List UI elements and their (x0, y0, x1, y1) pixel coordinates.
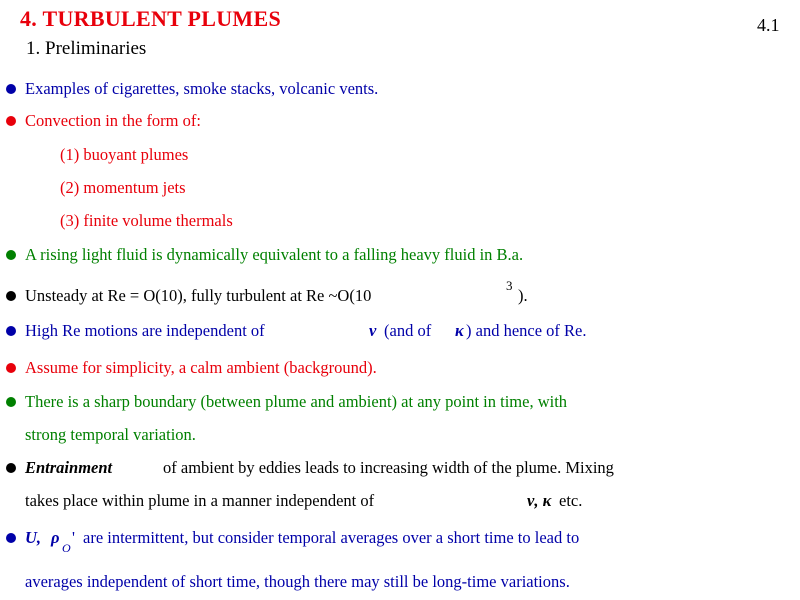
page-number: 4.1 (757, 15, 780, 35)
intermittent-line2: averages independent of short time, though there may still be long-time variations. (25, 572, 570, 591)
bullet-dot-icon (6, 116, 16, 126)
rho-symbol: ρ (51, 528, 60, 547)
slide-title: 4. TURBULENT PLUMES (20, 6, 281, 31)
rho-subscript: O (62, 541, 71, 555)
bullet-unsteady: Unsteady at Re = O(10), fully turbulent at Re ~O(10 (25, 286, 372, 305)
sharp-boundary-line2: strong temporal variation. (25, 425, 196, 444)
bullet-convection: Convection in the form of: (25, 111, 201, 130)
bullet-dot-icon (6, 463, 16, 473)
high-re-tail: ) and hence of Re. (466, 321, 587, 340)
entrainment-etc: etc. (559, 491, 583, 510)
bullet-dot-icon (6, 84, 16, 94)
kappa-symbol: κ (455, 321, 464, 340)
convection-item-jets: (2) momentum jets (60, 178, 186, 197)
nu-symbol: ν (369, 321, 377, 340)
exponent-3: 3 (506, 278, 513, 293)
entrainment-emphasis: Entrainment (25, 458, 113, 477)
bullet-examples: Examples of cigarettes, smoke stacks, volcanic vents. (25, 79, 379, 98)
rho-prime: ' (72, 528, 75, 547)
high-re-and-of: (and of (384, 321, 432, 340)
convection-item-plumes: (1) buoyant plumes (60, 145, 189, 164)
nu-kappa-symbols: ν, κ (527, 491, 552, 510)
bullet-dot-icon (6, 250, 16, 260)
bullet-high-re: High Re motions are independent of (25, 321, 265, 340)
entrainment-line2: takes place within plume in a manner independent of (25, 491, 375, 510)
bullet-dot-icon (6, 326, 16, 336)
bullet-entrainment: of ambient by eddies leads to increasing width of the plume. Mixing (163, 458, 614, 477)
section-subtitle: 1. Preliminaries (26, 38, 147, 59)
bullet-dot-icon (6, 397, 16, 407)
bullet-sharp-boundary: There is a sharp boundary (between plume and ambient) at any point in time, with (25, 392, 568, 411)
bullet-rising-fluid: A rising light fluid is dynamically equivalent to a falling heavy fluid in B.a. (25, 245, 524, 264)
convection-item-thermals: (3) finite volume thermals (60, 211, 233, 230)
bullet-calm-ambient: Assume for simplicity, a calm ambient (background). (25, 358, 377, 377)
unsteady-close-paren: ). (518, 286, 528, 305)
bullet-intermittent: are intermittent, but consider temporal averages over a short time to lead to (83, 528, 580, 547)
bullet-dot-icon (6, 533, 16, 543)
u-symbol: U, (25, 528, 42, 547)
bullet-dot-icon (6, 363, 16, 373)
bullet-dot-icon (6, 291, 16, 301)
